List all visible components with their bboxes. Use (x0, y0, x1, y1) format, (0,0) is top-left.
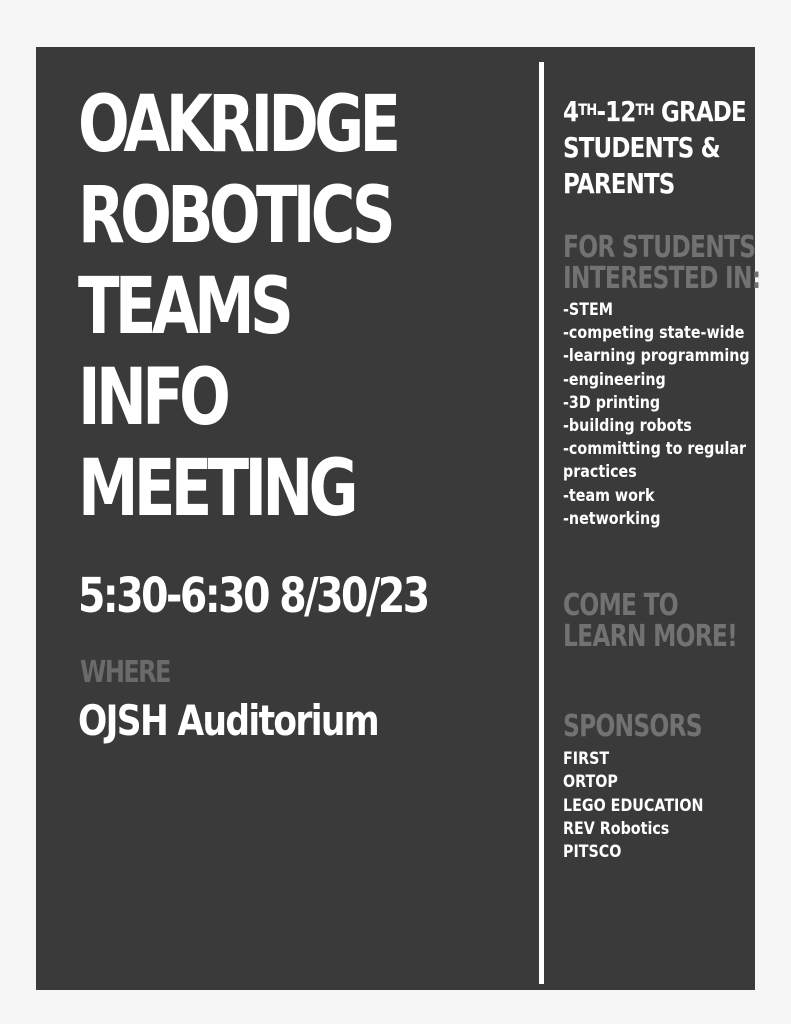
list-item: -engineering (563, 369, 666, 390)
sponsor-item: REV Robotics (563, 818, 670, 839)
sponsors-list (563, 748, 703, 864)
list-item: -learning programming (563, 346, 750, 367)
interests-heading-line-2: INTERESTED IN: (563, 261, 761, 296)
grade-word: GRADE (653, 95, 746, 128)
grade-end-suffix: TH (635, 100, 654, 119)
sponsor-item: ORTOP (563, 772, 618, 793)
come-line-1: COME TO (563, 588, 678, 623)
audience-line-3: PARENTS (563, 167, 675, 200)
title-line-4: INFO (78, 353, 227, 443)
info-sidebar (563, 94, 761, 863)
where-label: WHERE (80, 655, 170, 690)
sponsors-heading: SPONSORS (563, 709, 702, 744)
audience-grades (563, 94, 746, 130)
list-item: practices (563, 462, 637, 483)
audience-block (563, 94, 746, 202)
grade-start-suffix: TH (578, 100, 597, 119)
sponsor-item: LEGO EDUCATION (563, 795, 704, 816)
list-item: -competing state-wide (563, 323, 745, 344)
sponsor-item: FIRST (563, 749, 610, 769)
meeting-location: OJSH Auditorium (78, 696, 379, 745)
title-line-5: MEETING (78, 444, 354, 534)
sponsor-item: PITSCO (563, 842, 622, 863)
come-line-2: LEARN MORE! (563, 619, 738, 654)
list-item: -networking (563, 508, 661, 529)
meeting-time-date: 5:30-6:30 8/30/23 (78, 568, 428, 624)
list-item: -team work (563, 485, 655, 506)
list-item: -committing to regular (563, 439, 747, 460)
grade-start: 4 (563, 95, 579, 128)
title-line-3: TEAMS (78, 262, 290, 352)
list-item: -STEM (563, 300, 613, 320)
title-block (78, 80, 518, 535)
list-item: -building robots (563, 416, 692, 437)
column-divider (539, 62, 544, 984)
audience-line-2: STUDENTS & (563, 131, 720, 164)
interests-list (563, 299, 750, 531)
come-learn-more (563, 590, 737, 652)
title-line-2: ROBOTICS (78, 171, 391, 261)
list-item: -3D printing (563, 392, 661, 413)
title-line-1: OAKRIDGE (78, 80, 397, 170)
grade-end: -12 (596, 95, 636, 128)
interests-heading (563, 232, 760, 294)
interests-heading-line-1: FOR STUDENTS (563, 230, 756, 265)
